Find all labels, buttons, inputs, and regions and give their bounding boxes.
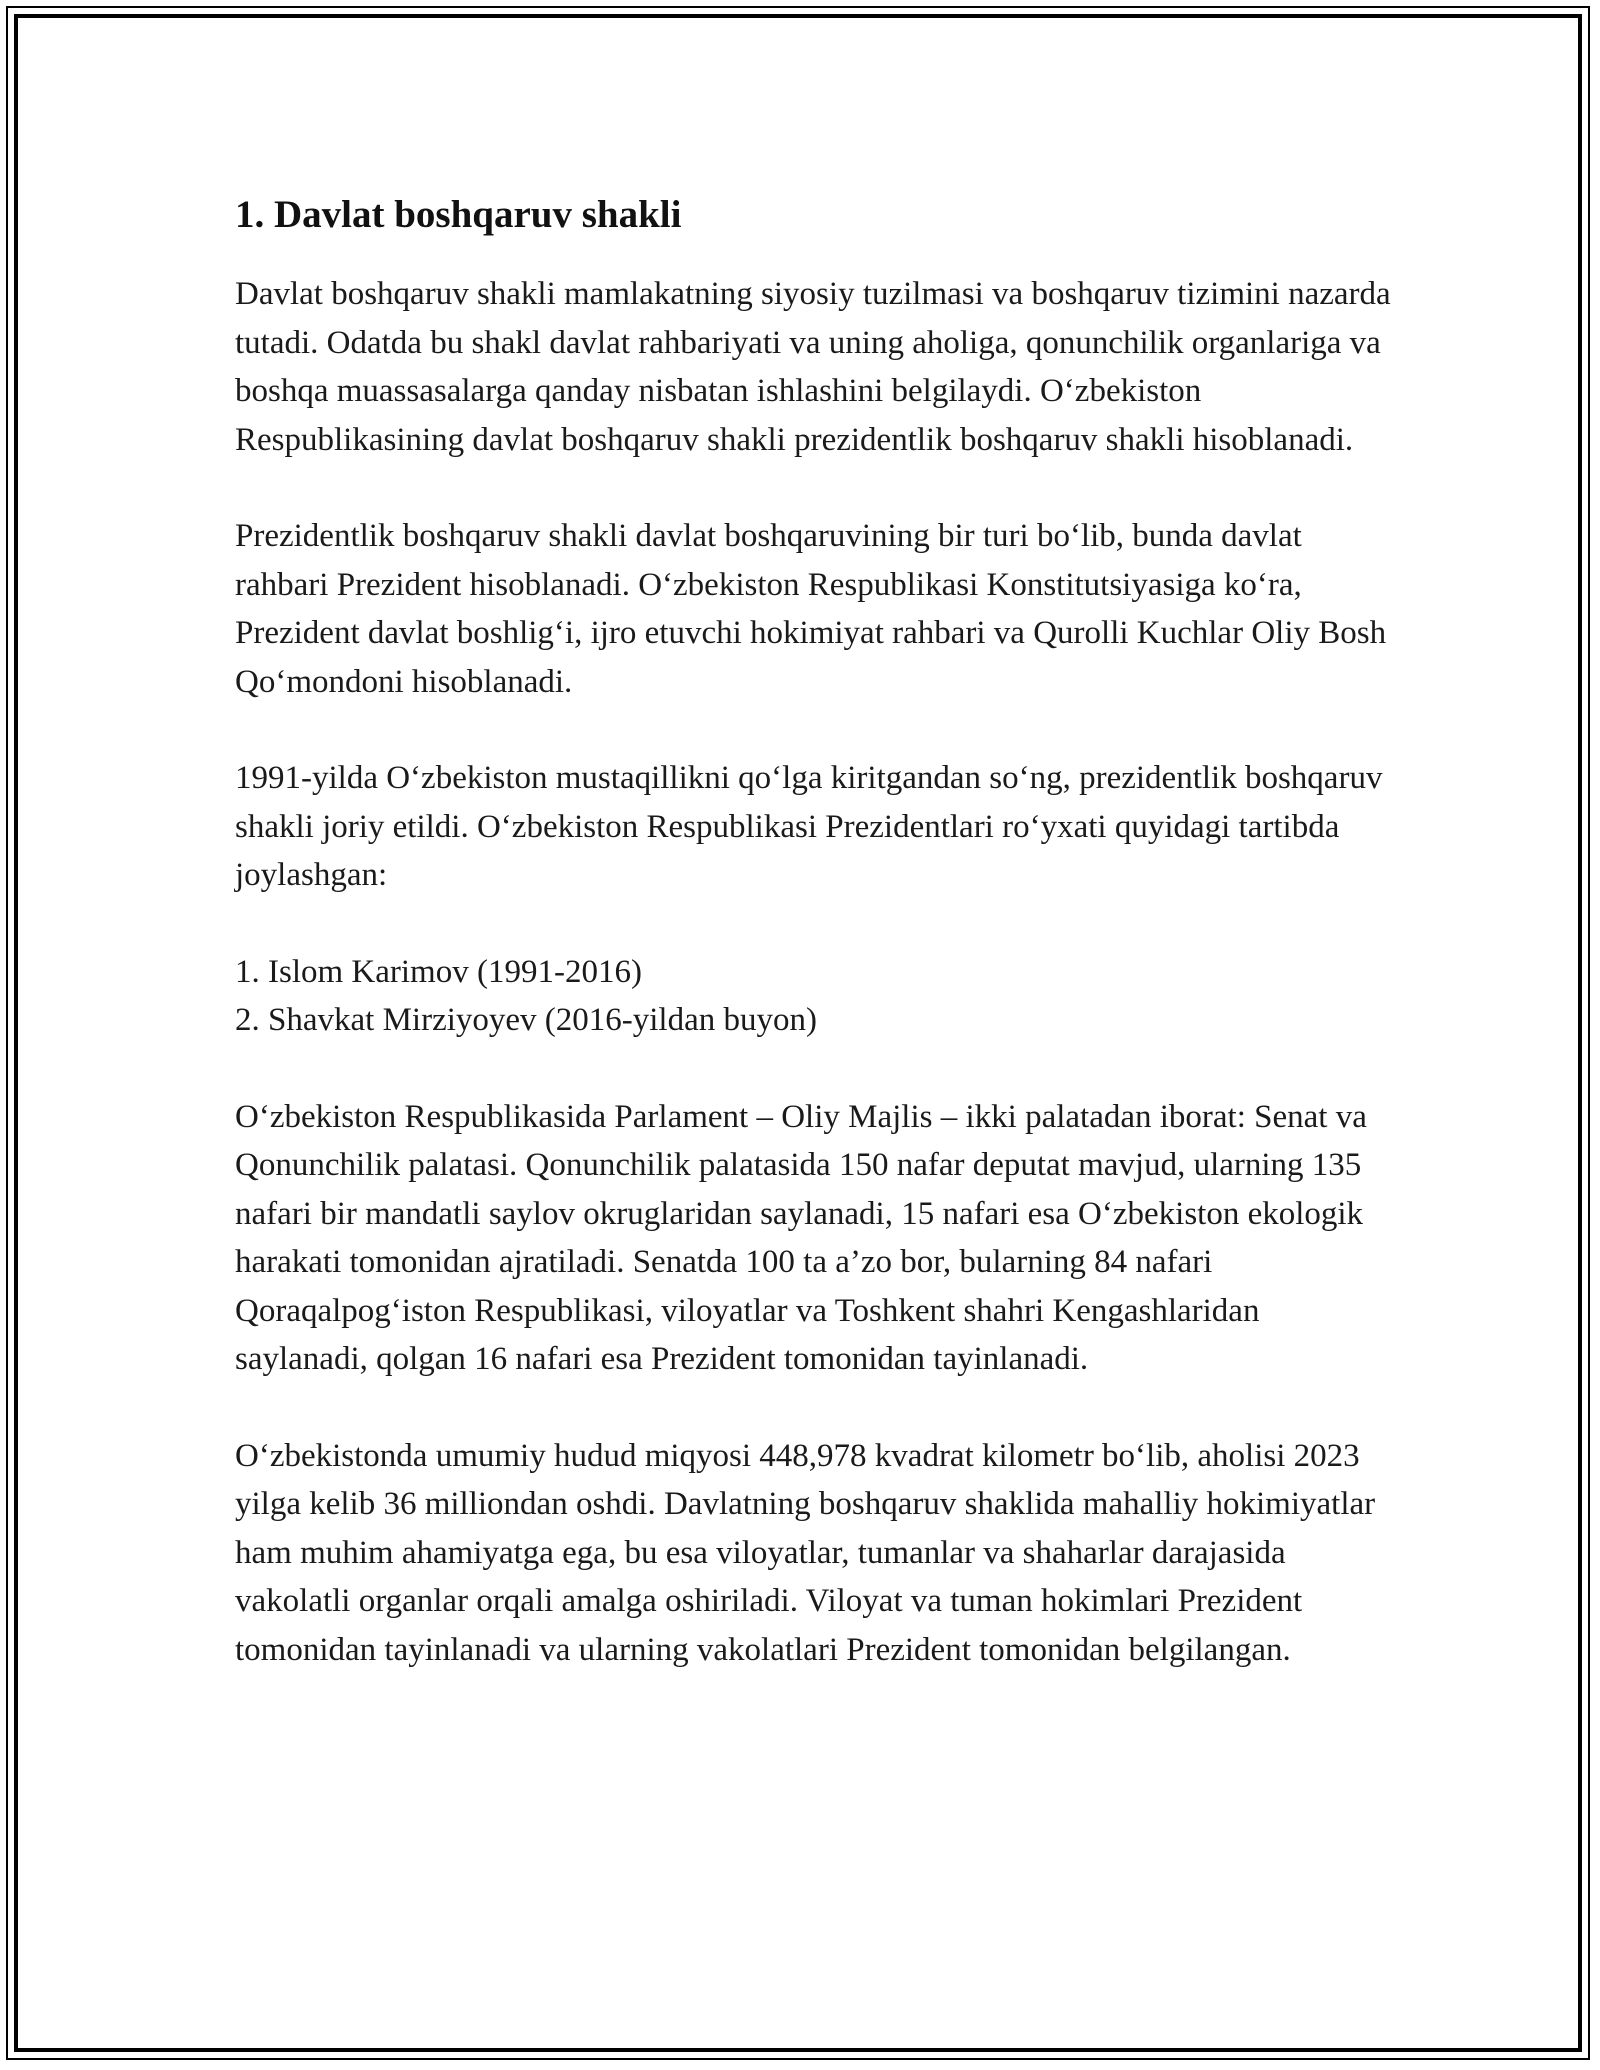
presidents-list — [235, 948, 1395, 1045]
paragraph-territory-local-government: O‘zbekistonda umumiy hudud miqyosi 448,978 kvadrat kilometr bo‘lib, aholisi 2023 yilga kelib 36 milliondan oshdi. Davlatning boshqaruv shaklida mahalliy hokimiyatlar ham muhim ahamiyatga ega, bu esa viloyatlar, tumanlar va shaharlar darajasida vakolatli organlar orqali amalga oshiriladi. Viloyat va tuman hokimlari Prezident tomonidan tayinlanadi va ularning vakolatlari Prezident tomonidan belgilangan. — [235, 1437, 1376, 1668]
paragraph-presidential-system: Prezidentlik boshqaruv shakli davlat boshqaruvining bir turi bo‘lib, bunda davlat rahbari Prezident hisoblanadi. O‘zbekiston Respublikasi Konstitutsiyasiga ko‘ra, Prezident davlat boshlig‘i, ijro etuvchi hokimiyat rahbari va Qurolli Kuchlar Oliy Bosh Qo‘mondoni hisoblanadi. — [235, 518, 1387, 700]
paragraph-government-form: Davlat boshqaruv shakli mamlakatning siyosiy tuzilmasi va boshqaruv tizimini nazarda tutadi. Odatda bu shakl davlat rahbariyati va uning aholiga, qonunchilik organlariga va boshqa muassasalarga qanday nisbatan ishlashini belgilaydi. O‘zbekiston Respublikasining davlat boshqaruv shakli prezidentlik boshqaruv shakli hisoblanadi. — [235, 276, 1391, 458]
list-item: 2. Shavkat Mirziyoyev (2016-yildan buyon) — [235, 1002, 817, 1038]
paragraph-parliament: O‘zbekiston Respublikasida Parlament – Oliy Majlis – ikki palatadan iborat: Senat va Qonunchilik palatasi. Qonunchilik palatasida 150 nafar deputat mavjud, ularning 135 nafari bir mandatli saylov okruglaridan saylanadi, 15 nafari esa O‘zbekiston ekologik harakati tomonidan ajratiladi. Senatda 100 ta a’zo bor, bularning 84 nafari Qoraqalpog‘iston Respublikasi, viloyatlar va Toshkent shahri Kengashlaridan saylanadi, qolgan 16 nafari esa Prezident tomonidan tayinlanadi. — [235, 1098, 1367, 1377]
document-body — [235, 188, 1395, 1722]
paragraph-independence: 1991-yilda O‘zbekiston mustaqillikni qo‘lga kiritgandan so‘ng, prezidentlik boshqaruv shakli joriy etildi. O‘zbekiston Respublikasi Prezidentlari ro‘yxati quyidagi tartibda joylashgan: — [235, 760, 1383, 893]
list-item: 1. Islom Karimov (1991-2016) — [235, 953, 642, 990]
section-title: 1. Davlat boshqaruv shakli — [235, 193, 682, 236]
